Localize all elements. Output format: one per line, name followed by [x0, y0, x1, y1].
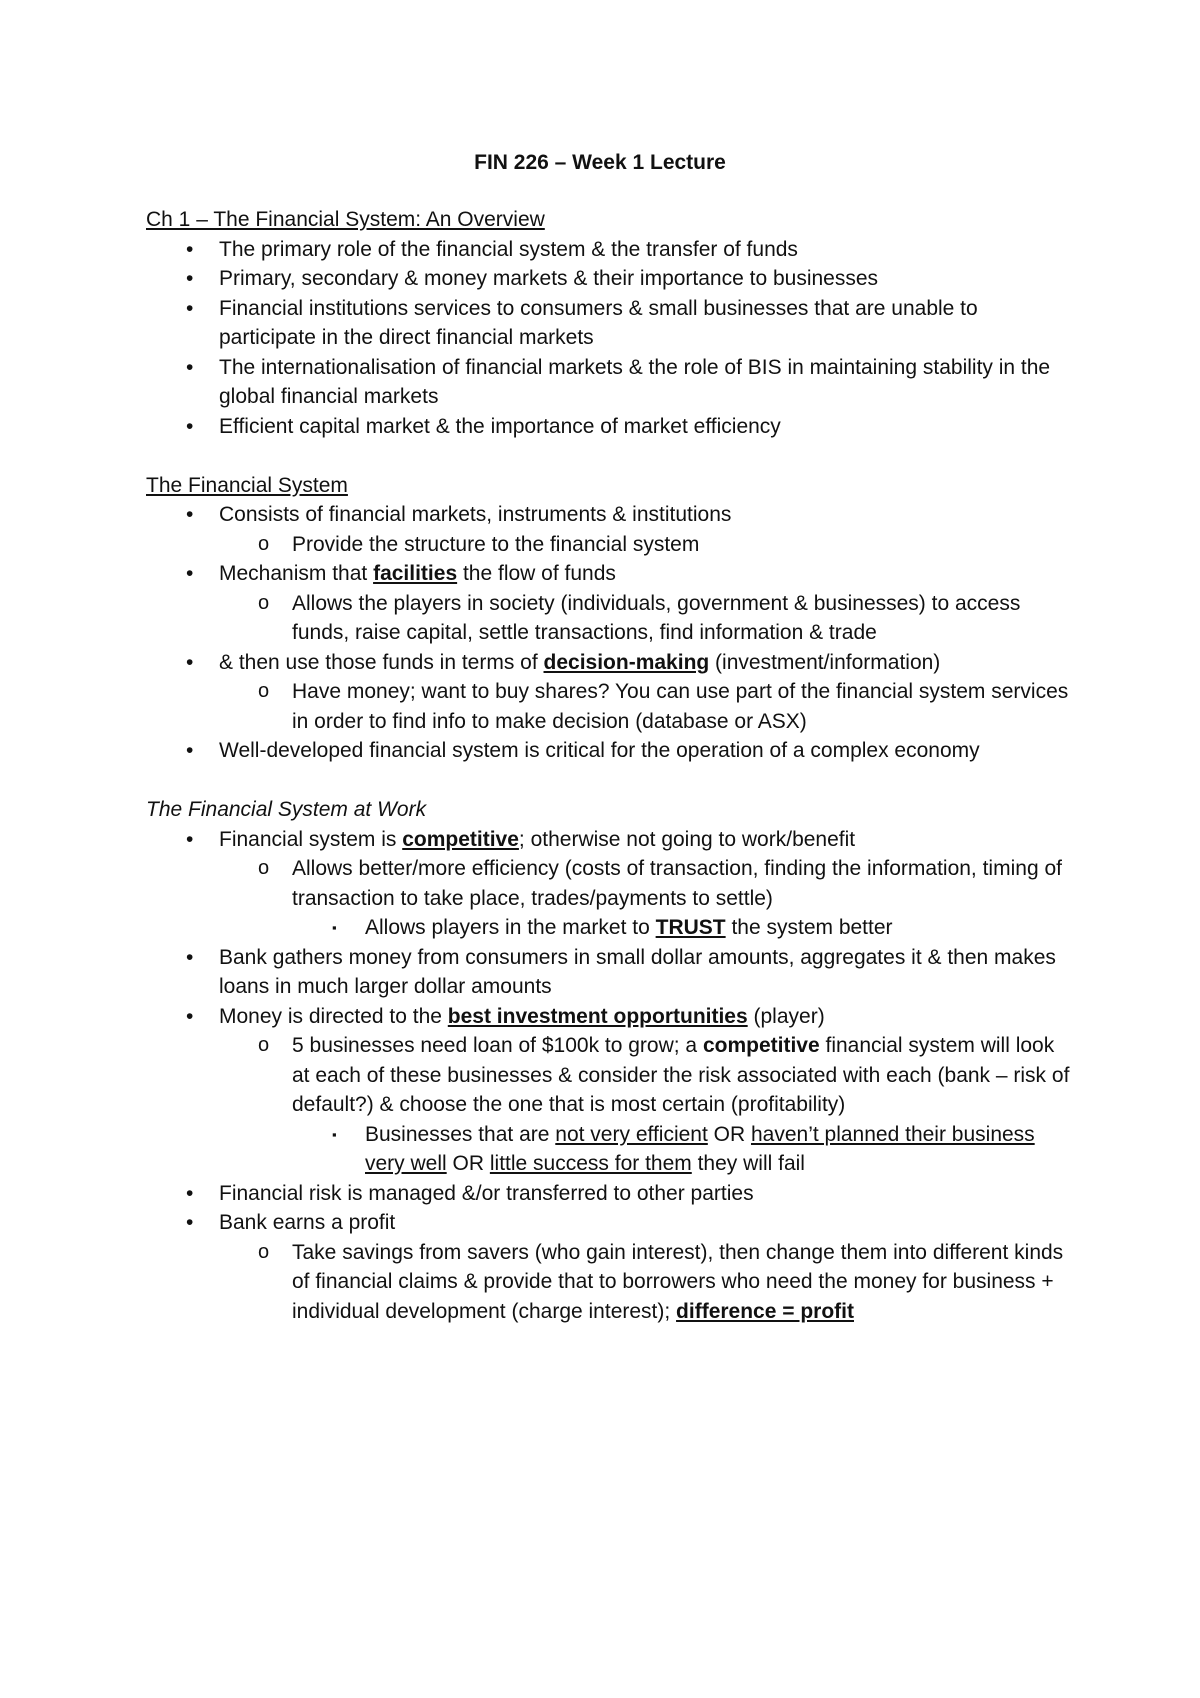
emphasized-text: facilities [373, 562, 458, 585]
list-item [146, 294, 1076, 353]
sub-bullet-marker: o [258, 857, 270, 879]
sub-bullet-marker: o [258, 1034, 270, 1056]
sub-bullet-marker: o [258, 532, 270, 555]
emphasized-text: little success for them [489, 1152, 692, 1175]
list-item [146, 500, 1076, 530]
item-text: Have money; want to buy shares? You can use part of the financial system services in order to find info to make decision (database or ASX) [292, 680, 1069, 733]
item-text: Mechanism that [219, 562, 374, 585]
emphasized-text: haven’t planned their business very well [365, 1122, 1035, 1175]
item-text: Bank gathers money from consumers in small dollar amounts, aggregates it & then makes loans in much larger dollar amounts [219, 945, 1056, 998]
item-text: Allows the players in society (individuals, government & businesses) to access funds, raise capital, settle transactions, find information & trade [292, 591, 1021, 644]
item-text: Bank earns a profit [219, 1211, 396, 1234]
section-heading: The Financial System [146, 473, 348, 497]
item-text: Businesses that are [365, 1122, 556, 1146]
list-item [146, 1002, 1076, 1032]
list-item [146, 1238, 1076, 1327]
list-item [146, 1031, 1076, 1120]
item-text: Consists of financial markets, instruments & institutions [219, 503, 732, 526]
bullet-list [146, 235, 1076, 442]
bullet-marker: • [186, 267, 194, 290]
bullet-marker: • [186, 296, 194, 320]
list-item [146, 559, 1076, 589]
item-text: Financial institutions services to consumers & small businesses that are unable to participate in the direct financial markets [219, 296, 978, 349]
item-text: OR [707, 1122, 751, 1146]
list-item [146, 353, 1076, 412]
item-text: Primary, secondary & money markets & their importance to businesses [219, 267, 879, 290]
item-text: Allows better/more efficiency (costs of transaction, finding the information, timing of transaction to take place, trades/payments to settle) [292, 857, 1062, 910]
list-item [146, 943, 1076, 1002]
list-item [146, 1120, 1076, 1179]
item-text: Efficient capital market & the importance of market efficiency [219, 414, 781, 438]
notes-body [146, 205, 1076, 1326]
item-text: the system better [725, 916, 893, 939]
item-text: The primary role of the financial system & the transfer of funds [219, 237, 798, 261]
item-text: Take savings from savers (who gain interest), then change them into different kinds of financial claims & provide that to borrowers who need the money for business + individual development (charge interest); [292, 1240, 1064, 1323]
list-item [146, 1208, 1076, 1238]
emphasized-text: TRUST [655, 916, 726, 939]
sub-bullet-marker: o [258, 1240, 270, 1263]
item-text: 5 businesses need loan of $100k to grow; a [292, 1034, 703, 1057]
sub-bullet-marker: o [258, 591, 270, 614]
list-item [146, 825, 1076, 855]
section-heading: Ch 1 – The Financial System: An Overview [146, 208, 545, 231]
emphasized-text: competitive [702, 1034, 820, 1057]
item-text: Provide the structure to the financial system [292, 532, 700, 556]
emphasized-text: difference = profit [676, 1299, 854, 1323]
item-text: the flow of funds [457, 562, 616, 585]
bullet-list [146, 500, 1076, 766]
bullet-marker: • [186, 1004, 194, 1028]
bullet-marker: • [186, 355, 194, 379]
bullet-marker: • [186, 650, 194, 674]
sub-bullet-marker: o [258, 680, 270, 702]
item-text: (investment/information) [709, 650, 941, 674]
square-bullet-marker: ▪ [332, 920, 337, 935]
item-text: Money is directed to the [219, 1004, 448, 1028]
list-item [146, 1179, 1076, 1209]
list-item [146, 736, 1076, 766]
bullet-marker: • [186, 1181, 194, 1205]
list-item [146, 264, 1076, 294]
page-title: FIN 226 – Week 1 Lecture [474, 151, 726, 174]
item-text: OR [446, 1152, 490, 1175]
item-text: financial system will look at each of these businesses & consider the risk associated with each (bank – risk of default?) & choose the one that is most certain (profitability) [292, 1034, 1070, 1116]
emphasized-text: competitive [402, 827, 519, 851]
list-item [146, 412, 1076, 442]
bullet-marker: • [186, 945, 194, 969]
list-item [146, 913, 1076, 943]
square-bullet-marker: ▪ [332, 1126, 337, 1142]
item-text: Financial system is [219, 827, 403, 851]
item-text: they will fail [691, 1152, 805, 1175]
bullet-marker: • [186, 827, 194, 851]
bullet-list [146, 825, 1076, 1327]
bullet-marker: • [186, 562, 194, 585]
bullet-marker: • [186, 503, 194, 526]
item-text: Financial risk is managed &/or transferred to other parties [219, 1181, 754, 1205]
emphasized-text: decision-making [543, 650, 710, 674]
bullet-marker: • [186, 414, 194, 438]
list-item [146, 589, 1076, 648]
list-item [146, 677, 1076, 736]
section-gap [146, 441, 1076, 471]
item-text: ; otherwise not going to work/benefit [518, 827, 856, 851]
item-text: (player) [747, 1004, 825, 1028]
emphasized-text: best investment opportunities [447, 1004, 748, 1028]
item-text: The internationalisation of financial markets & the role of BIS in maintaining stability in the global financial markets [219, 355, 1051, 408]
item-text: & then use those funds in terms of [219, 650, 544, 674]
bullet-marker: • [186, 237, 194, 261]
item-text: Allows players in the market to [365, 916, 656, 939]
list-item [146, 648, 1076, 678]
emphasized-text: not very efficient [555, 1122, 708, 1146]
bullet-marker: • [186, 1211, 194, 1234]
list-item [146, 235, 1076, 265]
bullet-marker: • [186, 739, 194, 762]
list-item [146, 854, 1076, 913]
section-gap [146, 766, 1076, 796]
list-item [146, 530, 1076, 560]
section-heading: The Financial System at Work [146, 798, 427, 821]
item-text: Well-developed financial system is critical for the operation of a complex economy [219, 739, 980, 762]
